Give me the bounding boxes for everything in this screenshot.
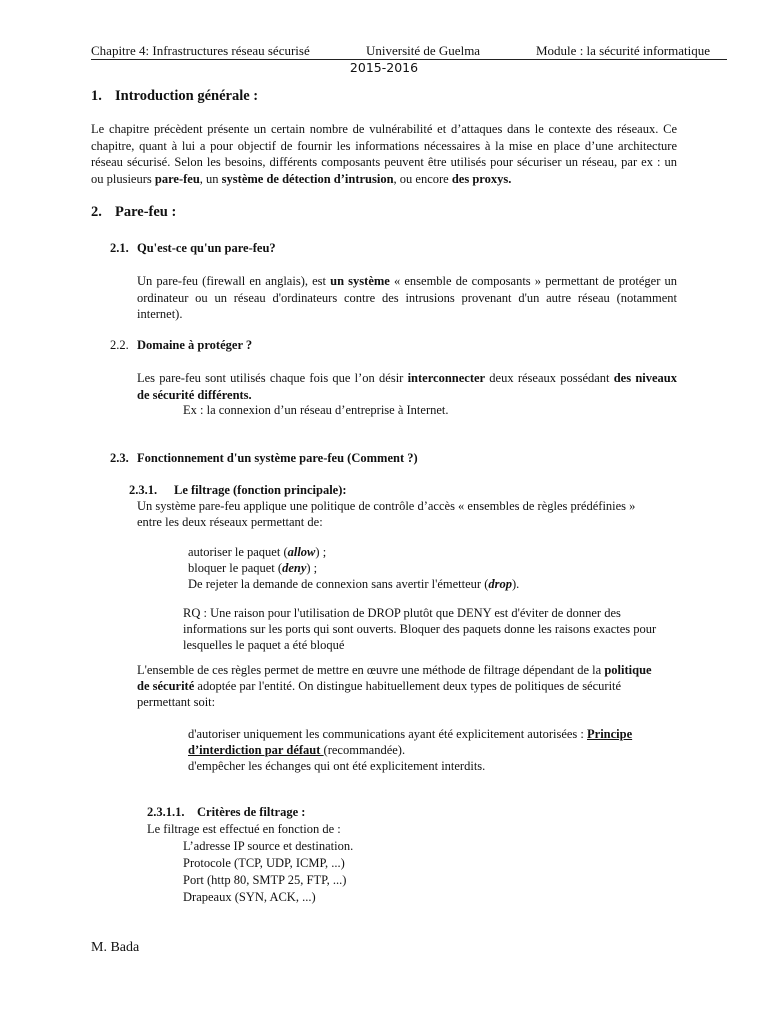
remark-line-2: informations sur les ports qui sont ouverts. Bloquer des paquets donne les raisons exactes pour: [183, 622, 657, 636]
policy-option-1-line-2: [188, 743, 405, 758]
policy-line-1: [137, 663, 652, 678]
subsection-2-2-heading: [110, 338, 252, 353]
action-drop-keyword: drop: [488, 577, 513, 591]
policy-option-1-principle: Principe: [587, 727, 633, 741]
section-1-title: Introduction générale :: [115, 88, 259, 104]
header-module: Module : la sécurité informatique: [536, 43, 711, 58]
action-drop-text: De rejeter la demande de connexion sans avertir l'émetteur (: [188, 577, 489, 591]
criteria-intro: Le filtrage est effectué en fonction de :: [147, 822, 341, 836]
action-drop: [188, 577, 519, 592]
policy-text-1: L'ensemble de ces règles permet de mettre en œuvre une méthode de filtrage dépendant de la: [137, 663, 605, 677]
remark-line-1: RQ : Une raison pour l'utilisation de DROP plutôt que DENY est d'éviter de donner des: [183, 606, 621, 620]
domain-text-1: Les pare-feu sont utilisés chaque fois que l’on désir: [137, 371, 408, 385]
policy-text-2: adoptée par l'entité. On distingue habituellement deux types de politiques de sécurité: [194, 679, 622, 693]
criteria-item: Drapeaux (SYN, ACK, ...): [183, 890, 316, 904]
filtering-intro-line-1: Un système pare-feu applique une politique de contrôle d’accès « ensembles de règles prédéfinies »: [137, 499, 636, 513]
intro-bold-proxys: des proxys.: [451, 171, 512, 186]
domain-example: Ex : la connexion d’un réseau d’entreprise à Internet.: [183, 403, 449, 417]
policy-option-1-line-1: [188, 727, 632, 742]
section-2-number: 2.: [91, 204, 102, 220]
subsection-2-3-title: Fonctionnement d'un système pare-feu (Comment ?): [137, 451, 418, 465]
subsection-2-2-number: 2.2.: [110, 338, 129, 352]
action-deny-end: ) ;: [306, 561, 318, 575]
domain-paragraph: [137, 370, 677, 403]
policy-option-1-recommended: (recommandée).: [323, 743, 406, 757]
subsection-2-3-1-heading: [129, 483, 347, 498]
filtering-intro-line-2: entre les deux réseaux permettant de:: [137, 515, 323, 529]
policy-line-2: [137, 679, 621, 694]
policy-option-2: d'empêcher les échanges qui ont été explicitement interdits.: [188, 759, 486, 773]
header-university: Université de Guelma: [366, 43, 481, 58]
action-allow: [188, 545, 326, 560]
subsection-2-3-1-title: Le filtrage (fonction principale):: [174, 483, 347, 497]
intro-text-3: , ou encore: [393, 171, 452, 186]
domain-bold-levels: des niveaux de sécurité différents.: [137, 371, 677, 402]
section-2-title: Pare-feu :: [115, 204, 177, 220]
subsection-2-3-1-1-title: Critères de filtrage :: [197, 805, 306, 819]
intro-paragraph: [91, 121, 677, 187]
action-allow-keyword: allow: [287, 545, 316, 559]
action-drop-end: ).: [512, 577, 520, 591]
action-deny-keyword: deny: [282, 561, 307, 575]
section-1-number: 1.: [91, 88, 102, 104]
criteria-item: L’adresse IP source et destination.: [183, 839, 354, 853]
intro-text-1: Le chapitre précèdent présente un certain nombre de vulnérabilité et d’attaques dans le contexte des réseaux. Ce chapitre, quant à lui a pour objectif de fournir les informations nécessaires à la mise en place d’une architecture réseau sécurisé. Selon les besoins, différents composants peuvent être utilisés pour sécuriser un réseau, par ex : un ou plusieurs: [91, 122, 677, 186]
intro-bold-firewall: pare-feu: [154, 171, 200, 186]
subsection-2-1-heading: [110, 241, 276, 256]
domain-bold-interconnect: interconnecter: [407, 371, 486, 385]
subsection-2-3-heading: [110, 451, 418, 466]
action-allow-text: autoriser le paquet (: [188, 545, 288, 559]
remark-line-3: lesquelles le paquet a été bloqué: [183, 638, 345, 652]
intro-bold-ids: système de détection d’intrusion: [221, 171, 394, 186]
section-1-heading: [91, 88, 258, 105]
subsection-2-2-title: Domaine à protéger ?: [137, 338, 253, 352]
policy-bold-1: politique: [604, 663, 652, 677]
action-deny-text: bloquer le paquet (: [188, 561, 283, 575]
policy-option-1-default-deny: d’interdiction par défaut: [188, 743, 324, 757]
domain-text-2: deux réseaux possédant: [485, 371, 614, 385]
subsection-2-3-1-1-heading: [147, 805, 305, 820]
action-allow-end: ) ;: [315, 545, 327, 559]
definition-text-1: Un pare-feu (firewall en anglais), est: [137, 274, 331, 288]
subsection-2-3-1-1-number: 2.3.1.1.: [147, 805, 185, 819]
criteria-item: Port (http 80, SMTP 25, FTP, ...): [183, 873, 347, 887]
footer-author: M. Bada: [91, 940, 140, 955]
definition-text-2: « ensemble de composants » permettant de protéger un ordinateur ou un réseau d'ordinateurs contre des intrusions provenant d'un autre réseau (notamment internet).: [137, 274, 677, 321]
section-2-heading: [91, 204, 176, 221]
definition-bold: un système: [330, 274, 390, 288]
subsection-2-1-title: Qu'est-ce qu'un pare-feu?: [137, 241, 276, 255]
intro-text-2: , un: [199, 171, 222, 186]
criteria-item: Protocole (TCP, UDP, ICMP, ...): [183, 856, 345, 870]
header-year: 2015-2016: [349, 60, 419, 75]
policy-line-3: permettant soit:: [137, 695, 216, 709]
subsection-2-3-number: 2.3.: [110, 451, 129, 465]
policy-option-1-text: d'autoriser uniquement les communications ayant été explicitement autorisées :: [188, 727, 588, 741]
policy-bold-2: de sécurité: [137, 679, 195, 693]
subsection-2-1-number: 2.1.: [110, 241, 129, 255]
action-deny: [188, 561, 317, 576]
header-chapter: Chapitre 4: Infrastructures réseau sécurisé: [91, 43, 310, 58]
firewall-definition-paragraph: [137, 273, 677, 323]
subsection-2-3-1-number: 2.3.1.: [129, 483, 158, 497]
